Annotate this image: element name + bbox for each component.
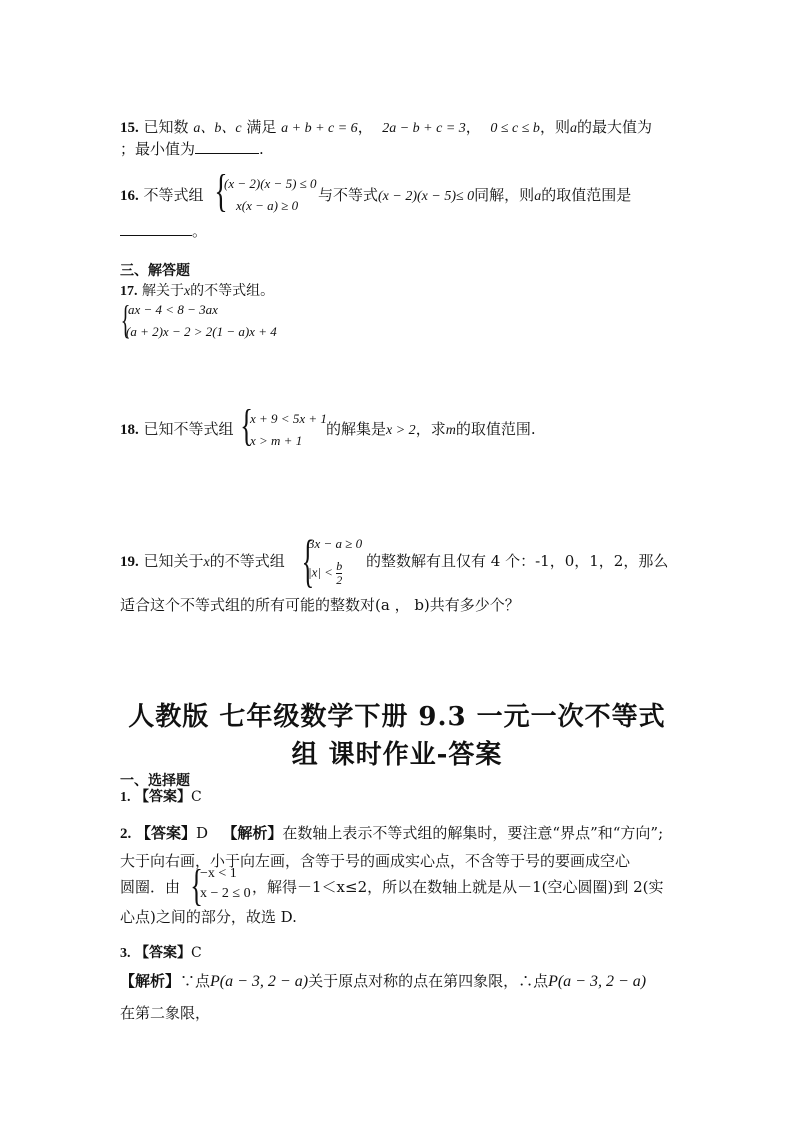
system-line-1: ax − 4 < 8 − 3ax: [128, 302, 218, 317]
section-heading: 一、选择题: [120, 773, 190, 789]
question-16: [120, 184, 204, 207]
answer-tag: 【答案】: [134, 945, 191, 961]
equation: a + b + c = 6: [281, 121, 358, 136]
equation: 0 ≤ c ≤ b: [490, 121, 540, 136]
question-text: 。: [192, 222, 208, 240]
analysis-text: ，解得－1＜x≤2，所以在数轴上就是从－1(空心圆圈)到 2(实: [252, 878, 664, 896]
abs-inequality: |x| <: [308, 564, 333, 580]
question-17: [120, 280, 274, 303]
question-19-rest: 的整数解有且仅有 4 个：-1，0，1，2，那么: [366, 552, 669, 570]
answer-value: C: [190, 945, 202, 961]
question-number: 17.: [120, 284, 138, 299]
answer-value: C: [190, 789, 202, 805]
variable: a: [569, 121, 577, 136]
question-text: 已知不等式组: [143, 420, 234, 438]
numerator: b: [336, 559, 343, 573]
brace-icon: {: [120, 297, 131, 342]
answer-tag: 【答案】: [136, 824, 197, 842]
system-line-1: −x < 1: [200, 866, 237, 881]
question-text: 已知数: [143, 118, 189, 136]
answer-3-analysis: [120, 966, 646, 997]
question-16-line2: [120, 220, 207, 242]
question-number: 18.: [120, 422, 139, 438]
question-text: 已知关于: [143, 552, 204, 570]
brace-icon: {: [301, 528, 315, 593]
analysis-line3: [120, 872, 180, 902]
condition: x > 2: [386, 423, 416, 438]
answer-blank: [120, 221, 192, 236]
brace-icon: {: [240, 401, 253, 450]
system-line-2: x(x − a) ≥ 0: [236, 198, 299, 213]
question-text: 的取值范围.: [455, 420, 536, 438]
analysis-text: 圆圈．由: [120, 878, 181, 896]
analysis-text: ∵点: [180, 972, 211, 990]
answer-number: 2.: [120, 826, 132, 842]
answer-tag: 【答案】: [134, 789, 191, 805]
analysis-text: 关于原点对称的点在第四象限，∴点: [308, 972, 549, 990]
question-18-rest: [326, 418, 536, 442]
variable: x: [203, 555, 210, 570]
question-number: 16.: [120, 188, 139, 204]
question-text: 的不等式组。: [190, 283, 275, 299]
fraction: [336, 560, 342, 587]
question-text: ，求: [415, 420, 446, 438]
question-16-rest: [318, 184, 631, 208]
question-text: ，则: [539, 118, 570, 136]
variable: x: [183, 284, 191, 299]
answer-3: [120, 942, 202, 965]
analysis-tag: 【解析】: [222, 824, 283, 842]
question-19-line2: 适合这个不等式组的所有可能的整数对(a ， b)共有多少个？: [120, 596, 520, 614]
system-line-2: [308, 560, 342, 587]
question-text: 解关于: [141, 283, 184, 299]
system-line-2: x − 2 ≤ 0: [200, 886, 251, 901]
system-line-1: 3x − a ≥ 0: [308, 536, 363, 551]
question-18: [120, 418, 234, 441]
answer-2: [120, 818, 663, 849]
brace-icon: {: [214, 165, 228, 216]
question-text: 的最大值为: [576, 118, 652, 136]
answer-1: [120, 786, 202, 809]
question-text: 的不等式组: [209, 552, 285, 570]
variable: a: [534, 189, 542, 204]
question-number: 15.: [120, 120, 139, 136]
inequality: (x − 2)(x − 5)≤ 0: [378, 189, 475, 204]
analysis-tag: 【解析】: [120, 972, 181, 990]
question-number: 19.: [120, 554, 139, 570]
system-line-1: (x − 2)(x − 5) ≤ 0: [224, 176, 317, 191]
question-text: 不等式组: [143, 186, 204, 204]
system-line-1: x + 9 < 5x + 1: [250, 411, 327, 426]
answer-number: 1.: [120, 790, 131, 805]
question-text: 与不等式: [318, 186, 379, 204]
brace-icon: {: [190, 861, 203, 910]
question-text: 同解，则: [474, 186, 535, 204]
question-15-line2: [120, 138, 264, 160]
page-title: 人教版 七年级数学下册 9.3 一元一次不等式: [128, 702, 666, 732]
system-line-2: x > m + 1: [250, 433, 303, 448]
equation: 2a − b + c = 3: [382, 121, 466, 136]
answer-value: D: [196, 824, 209, 842]
analysis-text: 在第二象限，: [120, 1004, 211, 1022]
question-15: 15. 已知数 a、b、c 满足 a + b + c = 6， 2a − b + c = 3， 0 ≤ c ≤ b，则a的最大值为: [120, 118, 652, 136]
question-text: 的解集是: [326, 420, 387, 438]
analysis-text: 心点)之间的部分，故选 D.: [120, 908, 297, 926]
answer-blank: [195, 139, 259, 154]
point: P(a − 3, 2 − a): [548, 973, 647, 990]
analysis-text: 大于向右画，小于向左画，含等于号的画成实心点，不含等于号的要画成空心: [120, 852, 631, 870]
variables: a、b、c: [193, 121, 242, 136]
page-title-line2: 组 课时作业-答案: [291, 740, 503, 770]
point: P(a − 3, 2 − a): [210, 973, 309, 990]
variable: m: [445, 423, 456, 438]
question-text: 满足: [246, 118, 277, 136]
question-text: .: [259, 140, 264, 158]
question-text: ；最小值为: [120, 140, 196, 158]
question-text: 的取值范围是: [541, 186, 632, 204]
analysis-text: 在数轴上表示不等式组的解集时，要注意“界点”和“方向”;: [282, 824, 664, 842]
section-heading: 三、解答题: [120, 263, 190, 279]
system-line-2: (a + 2)x − 2 > 2(1 − a)x + 4: [126, 324, 277, 339]
question-19: [120, 550, 285, 574]
denominator: 2: [336, 573, 343, 587]
answer-number: 3.: [120, 946, 131, 961]
